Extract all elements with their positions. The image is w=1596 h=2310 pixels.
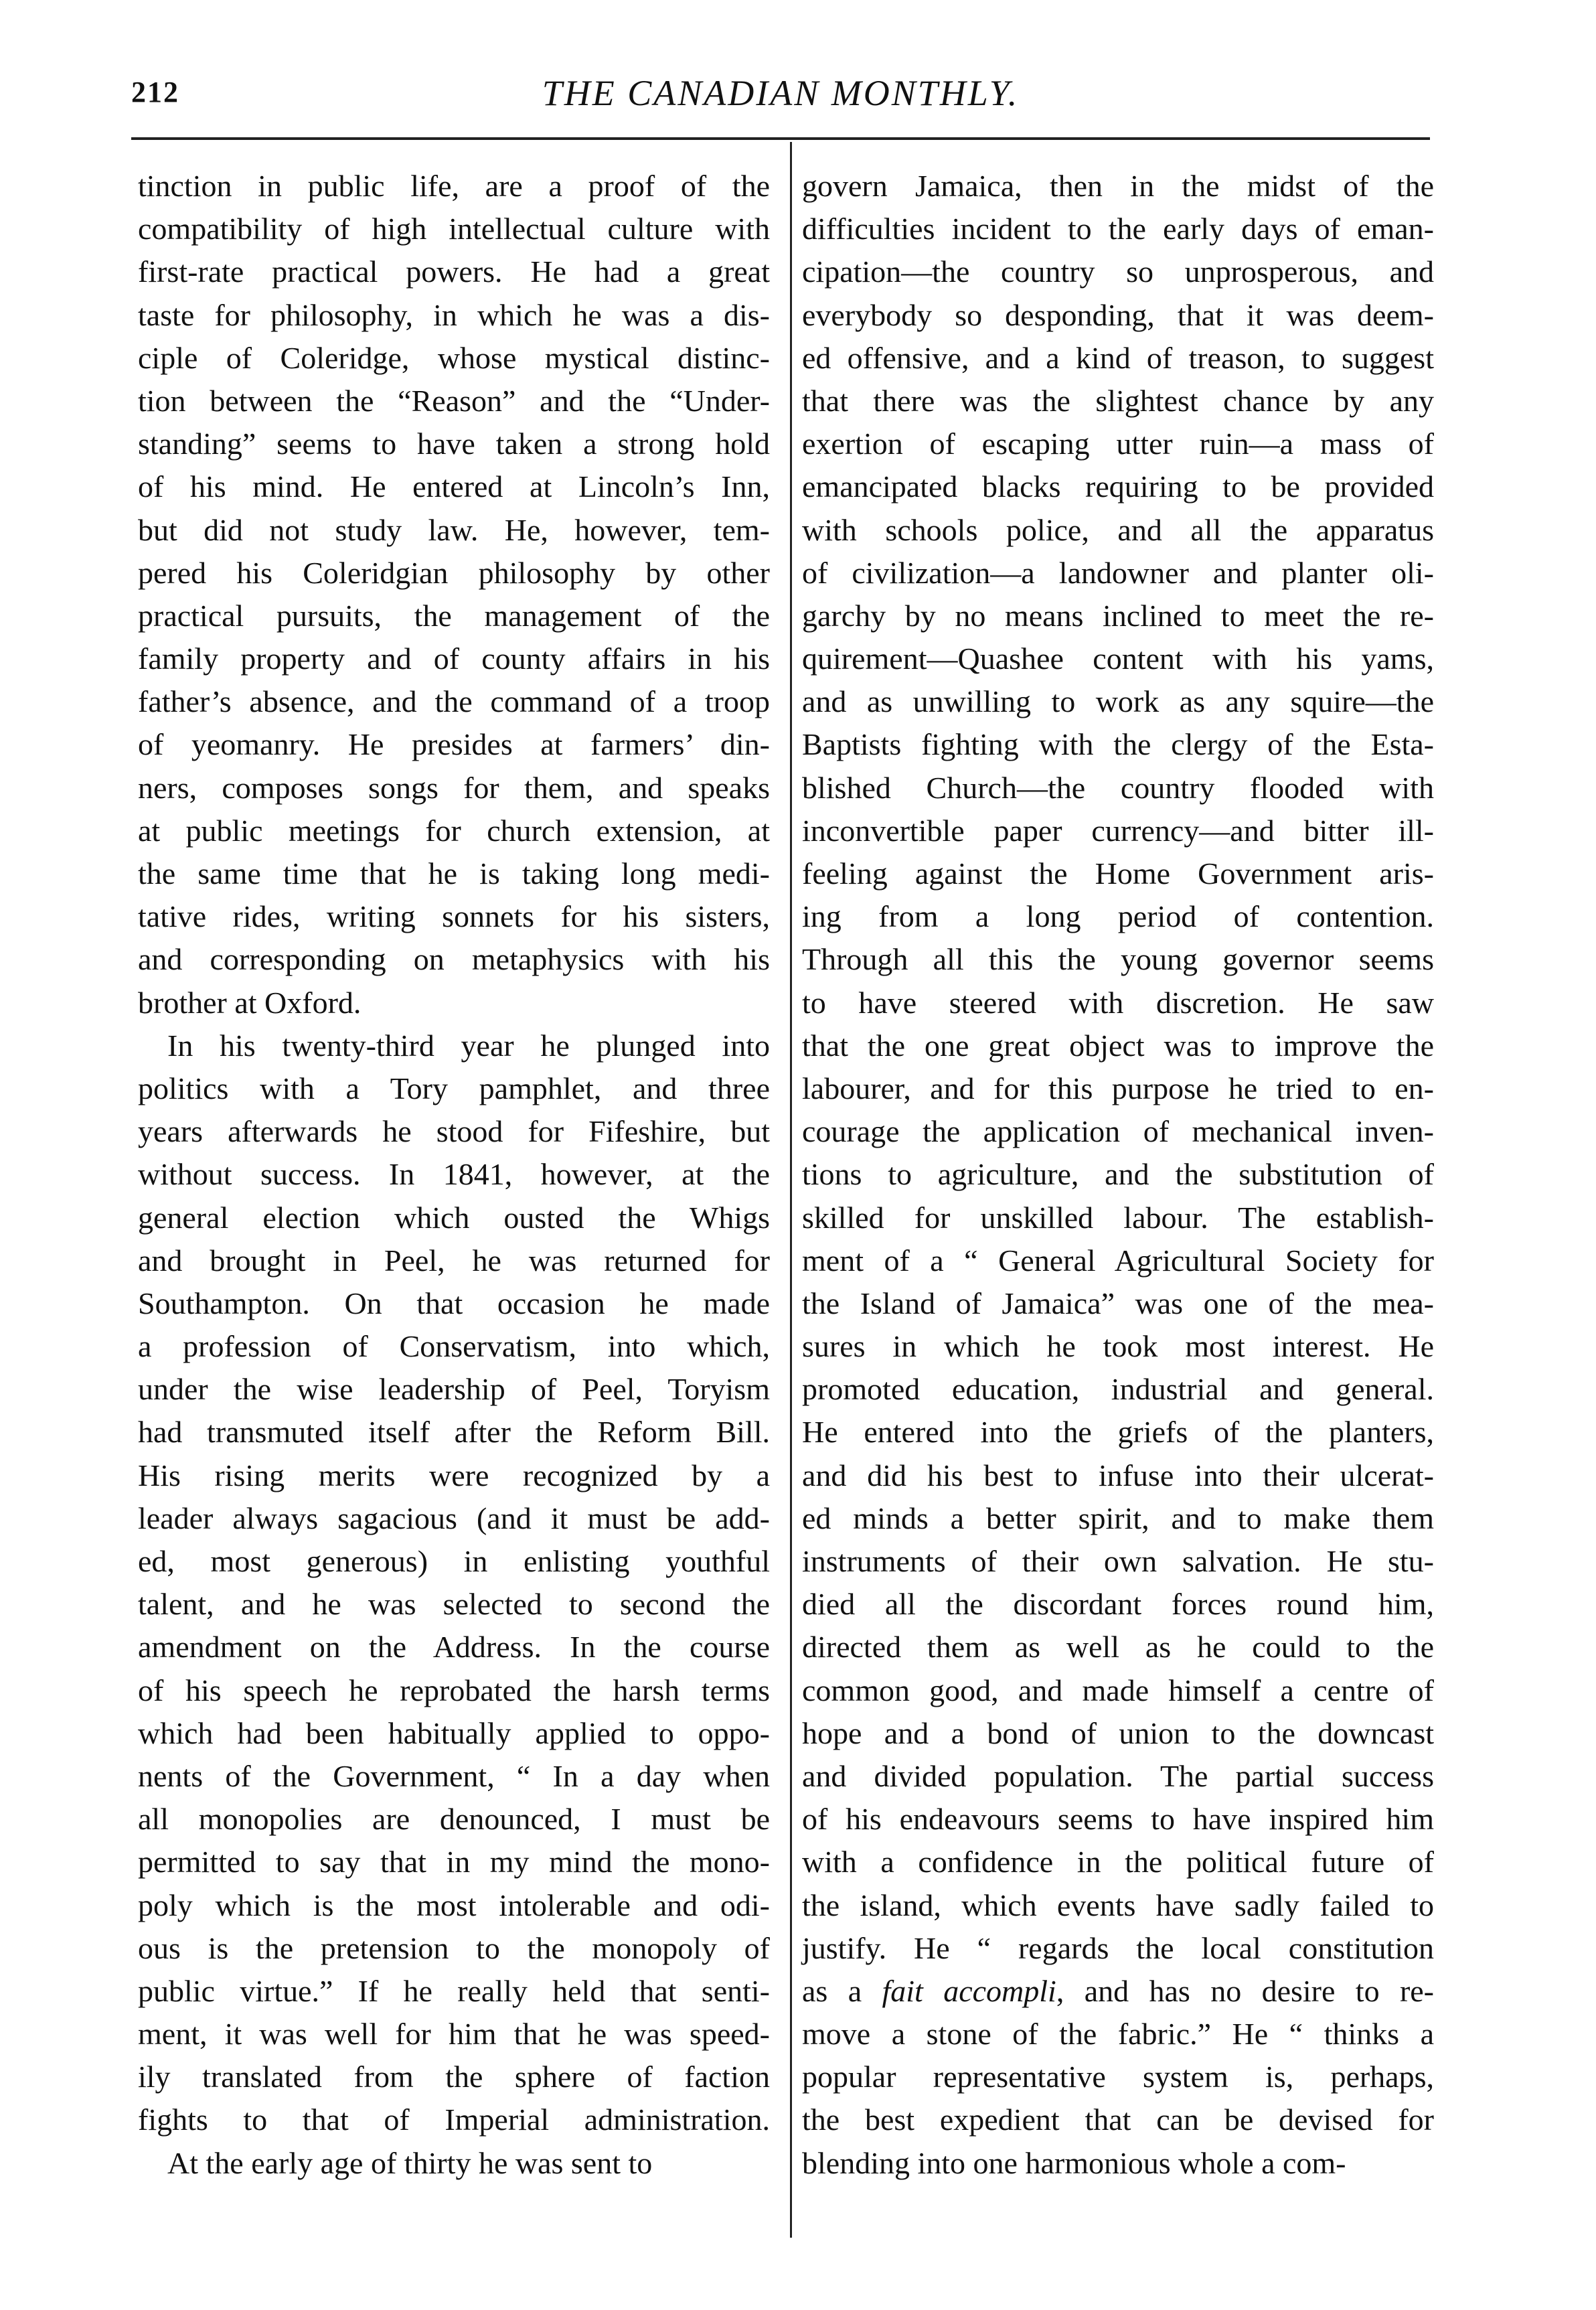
text-line: of civilization—a landowner and planter oli-	[802, 555, 1434, 590]
text-line: ment, it was well for him that he was speed-	[138, 2017, 770, 2052]
text-line: at public meetings for church extension, at	[138, 813, 770, 848]
text-line: leader always sagacious (and it must be add-	[138, 1500, 770, 1535]
text-line: without success. In 1841, however, at the	[138, 1157, 770, 1192]
text-line: a profession of Conservatism, into which,	[138, 1329, 770, 1364]
text-line: feeling against the Home Government aris-	[802, 856, 1434, 891]
text-line: to have steered with discretion. He saw	[802, 985, 1434, 1020]
text-line: the Island of Jamaica” was one of the mea-	[802, 1286, 1434, 1320]
text-line: He entered into the griefs of the planters,	[802, 1415, 1434, 1450]
text-line: instruments of their own salvation. He stu-	[802, 1544, 1434, 1578]
text-line: inconvertible paper currency—and bitter ill-	[802, 813, 1434, 848]
text-line: the same time that he is taking long medi-	[138, 856, 770, 891]
text-line: the island, which events have sadly failed to	[802, 1888, 1434, 1922]
text-line: all monopolies are denounced, I must be	[138, 1802, 770, 1837]
text-line: public virtue.” If he really held that senti-	[138, 1973, 770, 2008]
text-line: father’s absence, and the command of a troop	[138, 684, 770, 719]
text-line: skilled for unskilled labour. The establish-	[802, 1200, 1434, 1235]
text-line: blished Church—the country flooded with	[802, 770, 1434, 805]
text-line: of his speech he reprobated the harsh terms	[138, 1673, 770, 1707]
text-line: of his mind. He entered at Lincoln’s Inn,	[138, 469, 770, 504]
text-line: that there was the slightest chance by any	[802, 383, 1434, 418]
text-line: directed them as well as he could to the	[802, 1630, 1434, 1665]
column-divider	[790, 142, 792, 2238]
text-line: promoted education, industrial and general.	[802, 1372, 1434, 1407]
text-line: popular representative system is, perhaps,	[802, 2060, 1434, 2094]
text-line: ed minds a better spirit, and to make them	[802, 1500, 1434, 1535]
text-line: cipation—the country so unprosperous, and	[802, 254, 1434, 289]
text-line: Through all this the young governor seems	[802, 942, 1434, 977]
text-line: died all the discordant forces round him,	[802, 1587, 1434, 1622]
text-line: quirement—Quashee content with his yams,	[802, 641, 1434, 676]
text-line: and divided population. The partial success	[802, 1758, 1434, 1793]
text-line: of yeomanry. He presides at farmers’ din-	[138, 727, 770, 762]
text-line: blending into one harmonious whole a com-	[802, 2145, 1346, 2180]
text-line: difficulties incident to the early days of eman-	[802, 212, 1434, 246]
header-rule	[131, 137, 1430, 140]
text-line: brother at Oxford.	[138, 985, 362, 1020]
left-column	[138, 165, 770, 2185]
text-line: the best expedient that can be devised for	[802, 2102, 1434, 2137]
text-line: of his endeavours seems to have inspired him	[802, 1802, 1434, 1837]
text-line: ily translated from the sphere of faction	[138, 2060, 770, 2094]
text-line: tinction in public life, are a proof of the	[138, 169, 770, 203]
text-line: Baptists fighting with the clergy of the Esta-	[802, 727, 1434, 762]
text-line: practical pursuits, the management of the	[138, 598, 770, 633]
text-line: standing” seems to have taken a strong hold	[138, 427, 770, 461]
text-line: ing from a long period of contention.	[802, 899, 1434, 934]
right-column	[802, 165, 1434, 2185]
text-line: permitted to say that in my mind the mono-	[138, 1845, 770, 1879]
text-line: and as unwilling to work as any squire—the	[802, 684, 1434, 719]
text-line: taste for philosophy, in which he was a dis-	[138, 297, 770, 332]
text-line: amendment on the Address. In the course	[138, 1630, 770, 1665]
text-line: labourer, and for this purpose he tried to en-	[802, 1071, 1434, 1105]
text-line: with a confidence in the political future of	[802, 1845, 1434, 1879]
page-header	[131, 72, 1430, 126]
text-line: common good, and made himself a centre of	[802, 1673, 1434, 1707]
text-line: ous is the pretension to the monopoly of	[138, 1930, 770, 1965]
text-line: hope and a bond of union to the downcast	[802, 1715, 1434, 1750]
text-line: ed, most generous) in enlisting youthful	[138, 1544, 770, 1578]
text-line: fights to that of Imperial administration.	[138, 2102, 770, 2137]
text-line: emancipated blacks requiring to be provided	[802, 469, 1434, 504]
text-line: everybody so desponding, that it was deem-	[802, 297, 1434, 332]
text-line: His rising merits were recognized by a	[138, 1458, 770, 1492]
text-line: ners, composes songs for them, and speaks	[138, 770, 770, 805]
text-line: exertion of escaping utter ruin—a mass of	[802, 427, 1434, 461]
text-line: years afterwards he stood for Fifeshire, but	[138, 1114, 770, 1149]
text-line: In his twenty-third year he plunged into	[167, 1028, 770, 1063]
text-line: ed offensive, and a kind of treason, to suggest	[802, 340, 1434, 375]
text-line: courage the application of mechanical inven-	[802, 1114, 1434, 1149]
text-line: that the one great object was to improve the	[802, 1028, 1434, 1063]
text-line: talent, and he was selected to second the	[138, 1587, 770, 1622]
text-line: govern Jamaica, then in the midst of the	[802, 169, 1434, 203]
text-line: and brought in Peel, he was returned for	[138, 1243, 770, 1278]
page-number: 212	[131, 76, 179, 108]
text-line: ciple of Coleridge, whose mystical distinc-	[138, 340, 770, 375]
text-line: justify. He “ regards the local constitution	[802, 1930, 1434, 1965]
text-line: had transmuted itself after the Reform Bill.	[138, 1415, 770, 1450]
text-line: ment of a “ General Agricultural Society for	[802, 1243, 1434, 1278]
text-line: poly which is the most intolerable and odi-	[138, 1888, 770, 1922]
text-line: pered his Coleridgian philosophy by other	[138, 555, 770, 590]
running-title: THE CANADIAN MONTHLY.	[542, 73, 1020, 113]
text-line: under the wise leadership of Peel, Toryism	[138, 1372, 770, 1407]
text-line: garchy by no means inclined to meet the re-	[802, 598, 1434, 633]
text-line: tions to agriculture, and the substitution of	[802, 1157, 1434, 1192]
text-line: move a stone of the fabric.” He “ thinks a	[802, 2017, 1434, 2052]
text-line: which had been habitually applied to oppo-	[138, 1715, 770, 1750]
text-line: and corresponding on metaphysics with his	[138, 942, 770, 977]
text-line: tative rides, writing sonnets for his sisters,	[138, 899, 770, 934]
text-line: Southampton. On that occasion he made	[138, 1286, 770, 1320]
text-line: and did his best to infuse into their ulcerat-	[802, 1458, 1434, 1492]
text-line: as a fait accompli, and has no desire to re-	[802, 1973, 1434, 2008]
text-line: general election which ousted the Whigs	[138, 1200, 770, 1235]
text-line: politics with a Tory pamphlet, and three	[138, 1071, 770, 1105]
text-line: At the early age of thirty he was sent to	[167, 2145, 653, 2180]
text-line: compatibility of high intellectual culture with	[138, 212, 770, 246]
text-line: nents of the Government, “ In a day when	[138, 1758, 770, 1793]
text-line: first-rate practical powers. He had a great	[138, 254, 770, 289]
text-line: with schools police, and all the apparatus	[802, 512, 1434, 547]
text-line: sures in which he took most interest. He	[802, 1329, 1434, 1364]
text-line: family property and of county affairs in his	[138, 641, 770, 676]
text-line: tion between the “Reason” and the “Under-	[138, 383, 770, 418]
text-line: but did not study law. He, however, tem-	[138, 512, 770, 547]
